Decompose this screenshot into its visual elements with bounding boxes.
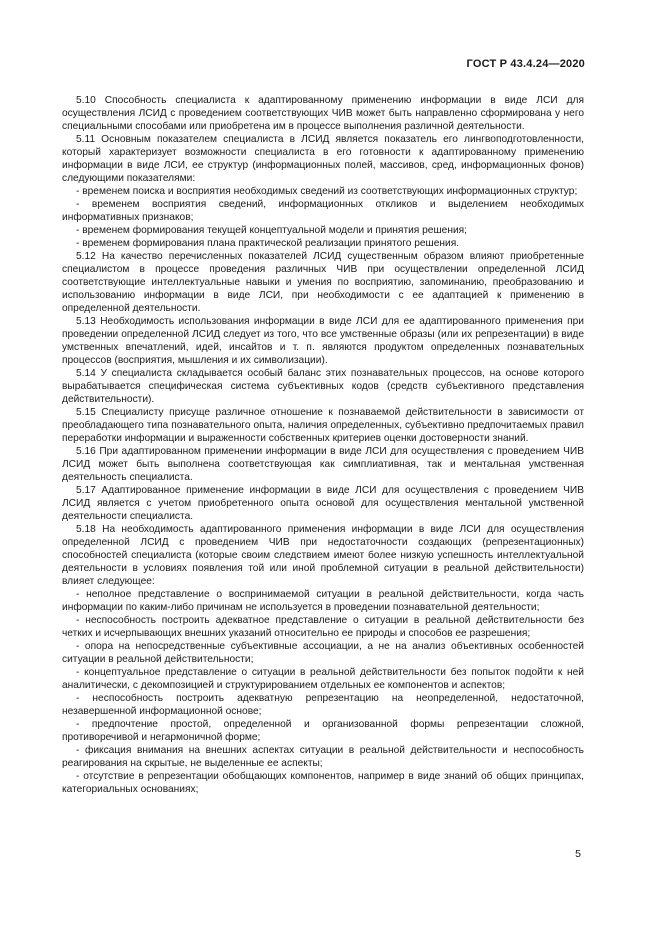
list-item: - временем поиска и восприятия необходимых сведений из соответствующих информационных структур; (76, 186, 578, 197)
list-item: - опора на непосредственные субъективные ассоциации, а не на анализ объективных особенностей ситуации в реальной действительности; (62, 641, 584, 665)
paragraph-5-11: 5.11 Основным показателем специалиста в ЛСИД является показатель его лингвоподготовленности, который характеризует возможности специалиста в его готовности к адаптированному применению информации в виде ЛСИ, ее структур (информационных полей, массивов, сред, информационных фонов) следующими показателями: (62, 134, 584, 184)
list-item: - неспособность построить адекватное представление о ситуации в реальной действительности без четких и исчерпывающих внешних указаний относительно ее природы и способов ее разрешения; (62, 615, 584, 639)
list-item: - предпочтение простой, определенной и организованной формы репрезентации сложной, противоречивой и негармоничной форме; (62, 719, 584, 743)
paragraph-5-18: 5.18 На необходимость адаптированного применения информации в виде ЛСИ для осуществления определенной ЛСИД с проведением ЧИВ при недостаточности создающих (репрезентационных) способностей специалиста (которые своим следствием имеют более низкую успешность интеллектуальной деятельности в условиях появления той или иной проблемной ситуации в реальной действительности) влияет следующее: (62, 524, 584, 587)
body-text (62, 94, 584, 796)
document-header: ГОСТ Р 43.4.24—2020 (466, 58, 585, 70)
list-item: - концептуальное представление о ситуации в реальной действительности без попыток подойти к ней аналитически, с декомпозицией и структурированием отдельных ее компонентов и аспектов; (62, 667, 584, 691)
paragraph-5-17: 5.17 Адаптированное применение информации в виде ЛСИ для осуществления с проведением ЧИВ ЛСИД является с учетом приобретенного опыта основой для осуществления ментальной умственной деятельности специалиста. (62, 485, 584, 522)
paragraph-5-16: 5.16 При адаптированном применении информации в виде ЛСИ для осуществления с проведением ЧИВ ЛСИД может быть выполнена соответствующая как симплиативная, так и ментальная умственная деятельность специалиста. (62, 446, 584, 483)
paragraph-5-10: 5.10 Способность специалиста к адаптированному применению информации в виде ЛСИ для осуществления ЛСИД с проведением соответствующих ЧИВ может быть направленно сформирована у него специальными способами или приобретена им в процессе выполнения различной деятельности. (62, 95, 584, 132)
list-item: - временем формирования плана практической реализации принятого решения. (76, 238, 460, 249)
paragraph-5-13: 5.13 Необходимость использования информации в виде ЛСИ для ее адаптированного применения при проведении определенной ЛСИД следует из того, что все умственные образы (или их репрезентации) в виде умственных впечатлений, идей, инсайтов и т. п. являются продуктом определенных познавательных процессов (восприятия, мышления и их символизации). (62, 316, 584, 366)
list-item: - временем формирования текущей концептуальной модели и принятия решения; (76, 225, 467, 236)
list-item: - временем восприятия сведений, информационных откликов и выделением необходимых информативных признаков; (62, 199, 584, 223)
list-item: - отсутствие в репрезентации обобщающих компонентов, например в виде знаний об общих принципах, категориальных основаниях; (62, 771, 584, 795)
list-item: - неполное представление о воспринимаемой ситуации в реальной действительности, когда часть информации по каким-либо причинам не используется в проведении познавательной деятельности; (62, 589, 584, 613)
paragraph-5-15: 5.15 Специалисту присуще различное отношение к познаваемой действительности в зависимости от преобладающего типа познавательного опыта, наличия определенных, субъективно предпочитаемых правил переработки информации и выраженности собственных критериев оценки достоверности знаний. (62, 407, 584, 444)
page-number: 5 (575, 848, 581, 860)
paragraph-5-12: 5.12 На качество перечисленных показателей ЛСИД существенным образом влияют приобретенные специалистом в процессе проведения различных ЧИВ при осуществлении определенной ЛСИД соответствующие интеллектуальные навыки и умения по восприятию, запоминанию, преобразованию и использованию информации в виде ЛСИ, при необходимости с ее адаптацией к применению в определенной деятельности. (62, 251, 584, 314)
list-item: - неспособность построить адекватную репрезентацию на неопределенной, недостаточной, незавершенной информационной основе; (62, 693, 584, 717)
paragraph-5-14: 5.14 У специалиста складывается особый баланс этих познавательных процессов, на основе которого вырабатывается специфическая система субъективных кодов (средств субъективного представления действительности). (62, 368, 584, 405)
list-item: - фиксация внимания на внешних аспектах ситуации в реальной действительности и неспособность реагирования на скрытые, не выделенные ее аспекты; (62, 745, 584, 769)
